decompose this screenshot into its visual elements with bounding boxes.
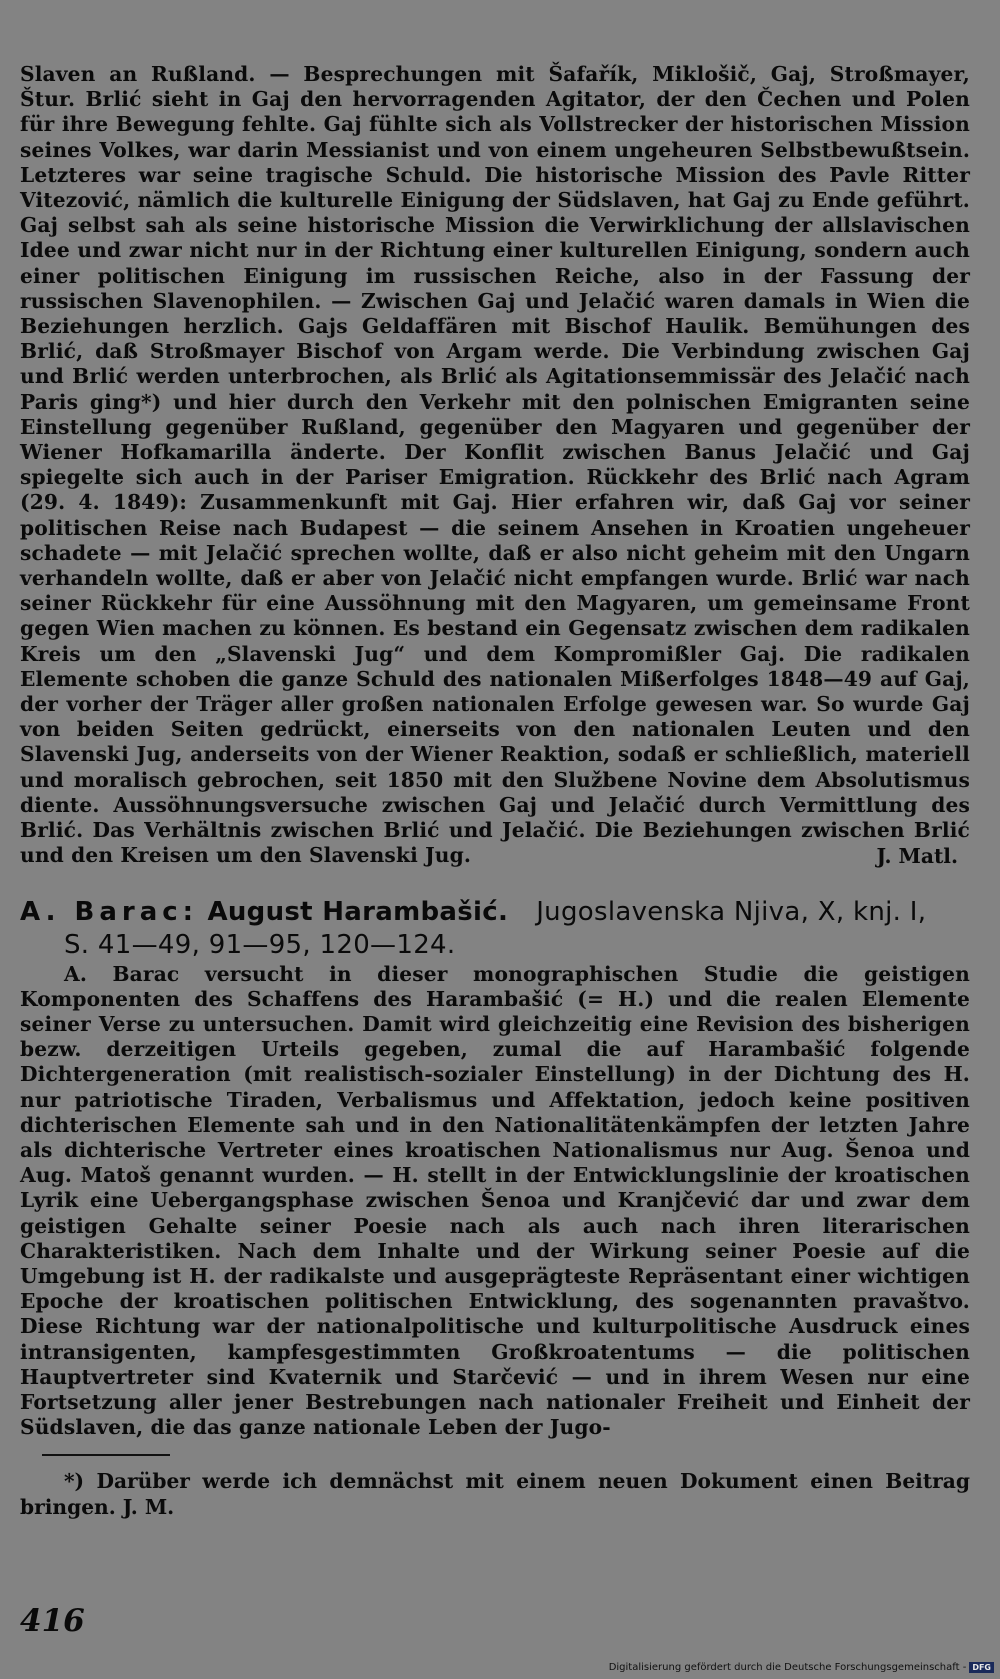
- digitization-credit: [609, 1662, 994, 1673]
- page-number: 416: [20, 1603, 85, 1639]
- review-heading: [20, 896, 970, 962]
- page-content: [20, 62, 970, 1520]
- review-body-continued: Slaven an Rußland. — Besprechungen mit Šafařík, Miklošič, Gaj, Stroßmayer, Štur. Brlić sieht in Gaj den hervorragenden Agitator, der den Čechen und Polen für ihre Bewegung fehlte. Gaj fühlte sich als Vollstrecker der historischen Mission seines Volkes, war darin Messianist und von einem ungeheuren Selbstbewußtsein. Letzteres war seine tragische Schuld. Die historische Mission des Pavle Ritter Vitezović, nämlich die kulturelle Einigung der Südslaven, hat Gaj zu Ende geführt. Gaj selbst sah als seine historische Mission die Verwirklichung der allslavischen Idee und zwar nicht nur in der Richtung einer kulturellen Einigung, sondern auch einer politischen Einigung im russischen Reiche, also in der Fassung der russischen Slavenophilen. — Zwischen Gaj und Jelačić waren damals in Wien die Beziehungen herzlich. Gajs Geldaffären mit Bischof Haulik. Bemühungen des Brlić, daß Stroßmayer Bischof von Argam werde. Die Verbindung zwischen Gaj und Brlić werden unterbrochen, als Brlić als Agitationsemmissär des Jelačić nach Paris ging*) und hier durch den Verkehr mit den polnischen Emigranten seine Einstellung gegenüber Rußland, gegenüber den Magyaren und gegenüber der Wiener Hofkamarilla änderte. Der Konflit zwischen Banus Jelačić und Gaj spiegelte sich auch in der Pariser Emigration. Rückkehr des Brlić nach Agram (29. 4. 1849): Zusammenkunft mit Gaj. Hier erfahren wir, daß Gaj vor seiner politischen Reise nach Budapest — die seinem Ansehen in Kroatien ungeheuer schadete — mit Jelačić sprechen wollte, daß er also nicht geheim mit den Ungarn verhandeln wollte, daß er aber von Jelačić nicht empfangen wurde. Brlić war nach seiner Rückkehr für eine Aussöhnung mit den Magyaren, um gemeinsame Front gegen Wien machen zu können. Es bestand ein Gegensatz zwischen dem radikalen Kreis um den „Slavenski Jug“ und dem Kompromißler Gaj. Die radikalen Elemente schoben die ganze Schuld des nationalen Mißerfolges 1848—49 auf Gaj, der vorher der Träger aller großen nationalen Erfolge gewesen war. So wurde Gaj von beiden Seiten gedrückt, einerseits von den nationalen Leuten und den Slavenski Jug, anderseits von der Wiener Reaktion, sodaß er schließlich, materiell und moralisch gebrochen, seit 1850 mit den Službene Novine dem Absolutismus diente. Aussöhnungsversuche zwischen Gaj und Jelačić durch Vermittlung des Brlić. Das Verhältnis zwischen Brlić und Jelačić. Die Beziehungen zwischen Brlić und den Kreisen um den Slavenski Jug.: [20, 62, 970, 868]
- dfg-logo: DFG: [969, 1662, 994, 1673]
- reviewer-signature: J. Matl.: [876, 843, 958, 868]
- review-body: A. Barac versucht in dieser monographischen Studie die geistigen Komponenten des Schaffens des Harambašić (= H.) und die realen Elemente seiner Verse zu untersuchen. Damit wird gleichzeitig eine Revision des bisherigen bezw. derzeitigen Urteils gegeben, zumal die auf Harambašić folgende Dichtergeneration (mit realistisch-sozialer Einstellung) in der Dichtung des H. nur patriotische Tiraden, Verbalismus und Affektation, jedoch keine positiven dichterischen Elemente sah und in den Nationalitätenkämpfen der letzten Jahre als dichterische Vertreter eines kroatischen Nationalismus nur Aug. Šenoa und Aug. Matoš genannt wurden. — H. stellt in der Entwicklungslinie der kroatischen Lyrik eine Uebergangsphase zwischen Šenoa und Kranjčević dar und zwar dem geistigen Gehalte seiner Poesie nach als auch nach ihren literarischen Charakteristiken. Nach dem Inhalte und der Wirkung seiner Poesie auf die Umgebung ist H. der radikalste und ausgeprägteste Repräsentant einer wichtigen Epoche der kroatischen politischen Entwicklung, des sogenannten pravaštvo. Diese Richtung war der nationalpolitische und kulturpolitische Ausdruck eines intransigenten, kampfesgestimmten Großkroatentums — die politischen Hauptvertreter sind Kvaternik und Starčević — und in ihrem Wesen nur eine Fortsetzung aller jener Bestrebungen nach nationaler Freiheit und Einheit der Südslaven, die das ganze nationale Leben der Jugo-: [20, 961, 970, 1440]
- credit-text: Digitalisierung gefördert durch die Deutsche Forschungsgemeinschaft -: [608, 1662, 967, 1673]
- footnote: *) Darüber werde ich demnächst mit einem neuen Dokument einen Beitrag bringen. J. M.: [20, 1469, 970, 1520]
- review-pages: S. 41—49, 91—95, 120—124.: [64, 929, 456, 960]
- review-title: August Harambašić.: [207, 896, 509, 927]
- review-author: A. Barac:: [20, 896, 199, 927]
- footnote-divider: [42, 1454, 170, 1456]
- review-source: Jugoslavenska Njiva, X, knj. I,: [536, 896, 927, 927]
